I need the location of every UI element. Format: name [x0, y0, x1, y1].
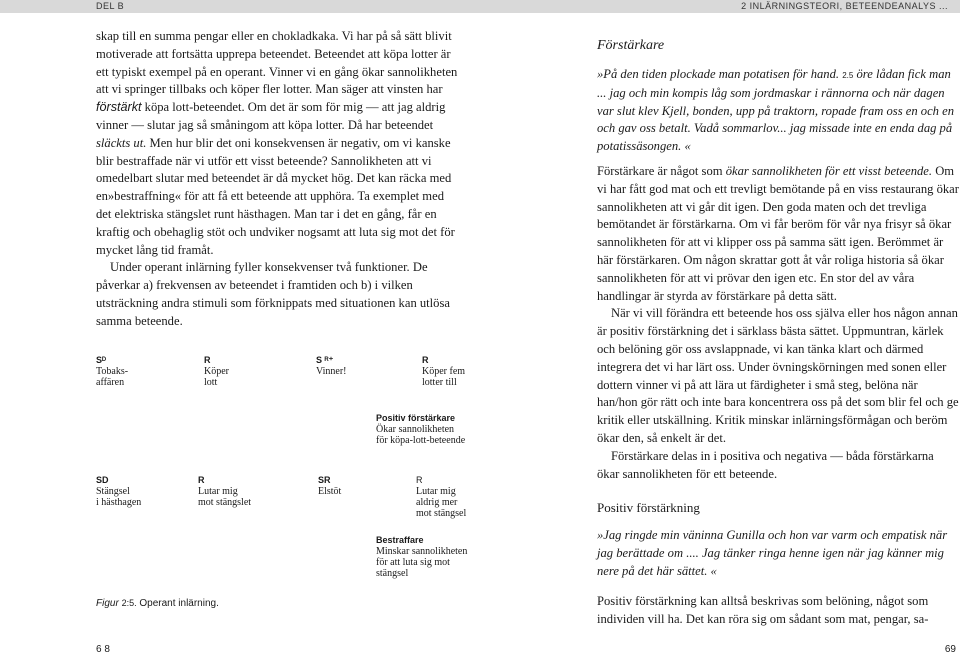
right-paragraph-3: Förstärkare delas in i positiva och negativa — båda förstärkarna ökar sannolikheten för ett beteende.: [597, 448, 934, 481]
fig-row2-r2: R Lutar mig aldrig mer mot stängsel: [416, 475, 467, 519]
figure-caption: Figur 2:5. Operant inlärning.: [96, 598, 219, 609]
box-title-positiv-forstarkning: Positiv förstärkning: [597, 500, 700, 516]
quote-potato: »På den tiden plockade man potatisen för hand. 2.5 öre lådan fick man ... jag och min kompis låg som jordmaskar i rännorna och när dagen var slut klev Kjell, bonden, upp på traktorn, ropade fram oss en och en och gav oss betalt. Vadå sommarlov... jag missade inte en enda dag på potatissäsongen. «: [597, 67, 955, 154]
page-number-left: 6 8: [96, 644, 110, 655]
left-paragraph-2: Under operant inlärning fyller konsekvenser två funktioner. De påverkar a) frekvensen av beteendet i framtiden och b) i vilken utsträckning andra stimuli som förknippats med situationen kan utlösa samma beteende.: [96, 260, 450, 328]
fig-row2-sr: SR Elstöt: [318, 475, 342, 497]
fig-positive-reinforcer-box: Positiv förstärkare Ökar sannolikheten för köpa-lott-beteende: [376, 413, 466, 446]
figure-operant-learning: [96, 354, 496, 609]
page-number-right: 69: [944, 644, 956, 655]
term-forstarkt: förstärkt: [96, 100, 142, 115]
fig-row1-r2: R Köper fem lotter till: [422, 355, 466, 388]
right-paragraph-1: Förstärkare är något som ökar sannolikheten för ett visst beteende. Om vi har fått god mat och ett trevligt bemötande på en viss restaurang ökar sannolikheten att vi går dit igen. Den goda maten och det trevliga bemötandet är förstärkarna. Om vi får beröm för vår nya frisyr så ökar sannolikheten för att vi klipper oss på samma sätt igen. Berömmet är här förstärkaren. Om någon skrattar gott åt vår roliga historia så ökar sannolikheten för att vi prövar den igen etc. En stor del av våra handlingar är styrda av förstärkare på detta sätt.: [597, 163, 959, 303]
left-column: [96, 28, 462, 331]
fig-row1-r1: R Köper lott: [204, 355, 229, 388]
fig-row1-sr: S ᴿ⁺ Vinner!: [316, 355, 347, 377]
fig-punisher-box: Bestraffare Minskar sannolikheten för att luta sig mot stängsel: [376, 535, 468, 579]
fig-row2-sd: SD Stängsel i hästhagen: [96, 475, 142, 508]
fig-row2-r1: R Lutar mig mot stängslet: [198, 475, 252, 508]
left-paragraph-1: skap till en summa pengar eller en chokladkaka. Vi har på så sätt blivit motiverade att fortsätta upprepa beteendet. Beteendet att köpa lotter är ett typiskt exempel på en operant. Vinner vi en gång ökar sannolikheten att vi springer tillbaks och köper fler lotter. Man säger att vinsten har förstärkt köpa lott-beteendet. Om det är som för mig — att jag aldrig vinner — slutar jag så småningom att köpa lotter. Då har beteendet släckts ut. Men hur blir det oni konsekvensen är negativ, om vi kanske blir bestraffade när vi utför ett visst beteende? Sannolikheten att vi omedelbart slutar med beteendet är då mycket hög. Det kan räcka med en»bestraffning« för att få ett beteende att upphöra. Ta exemplet med det elektriska stängslet runt hästhagen. Man tar i det en gång, får en kraftig och obehaglig stöt och undviker nogsamt att luta sig mot det för mycket lång tid framåt.: [96, 29, 458, 257]
header-left: DEL B: [96, 1, 125, 11]
right-paragraph-2: När vi vill förändra ett beteende hos oss själva eller hos någon annan är positiv förstärkning det i särklass bästa sättet. Uppmuntran, kärlek och belöning gör oss avslappnade, vi kan tänka klart och därmed integrera det vi har lärt oss. Under övningskörningen med sonen eller dottern vinner vi på att lära ut färdigheter i små steg, belöna när han/hon gör rätt och inte bara koncentrera oss på det som blir fel och ge kritik eller utskällning. Kritik minskar inlärningsförmågan och beröm ökar den, så enkelt är det.: [597, 306, 959, 445]
right-column: [597, 38, 959, 628]
right-paragraph-4: Positiv förstärkning kan alltså beskrivas som belöning, något som individen vill ha. Det kan röra sig om sådant som mat, pengar, sa-: [597, 593, 929, 626]
fig-row1-sd: Sᴰ Tobaks- affären: [96, 355, 129, 388]
term-slackts-ut: släckts ut.: [96, 135, 147, 150]
header-right: 2 INLÄRNINGSTEORI, BETEENDEANALYS ...: [741, 1, 948, 11]
box-title-forstarkare: Förstärkare: [597, 38, 665, 53]
quote-gunilla: »Jag ringde min väninna Gunilla och hon var varm och empatisk när jag berättade om .... Jag tänker ringa henne igen när jag känner mig nere på det här sättet. «: [597, 528, 948, 578]
